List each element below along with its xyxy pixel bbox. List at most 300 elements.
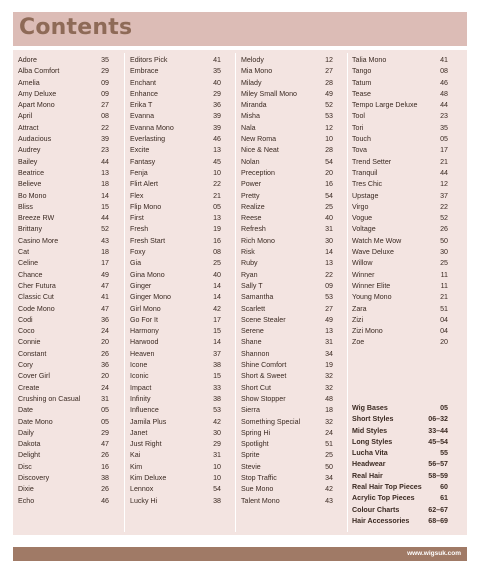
entry-page-number: 05: [440, 135, 448, 144]
index-entry: [18, 496, 109, 507]
entry-name: Kai: [130, 451, 141, 460]
index-entry: [18, 439, 109, 450]
index-entry: [130, 179, 221, 190]
page-title: Contents: [19, 15, 133, 40]
entry-name: Sally T: [241, 281, 263, 290]
entry-name: Winner: [352, 270, 375, 279]
index-entry: [241, 270, 333, 281]
entry-page-number: 14: [213, 338, 221, 347]
section-entry: [352, 493, 448, 504]
entry-page-number: 43: [325, 496, 333, 505]
index-entry: [18, 484, 109, 495]
entry-name: Harmony: [130, 327, 159, 336]
index-entry: [18, 371, 109, 382]
index-entry: [352, 213, 448, 224]
index-entry: [18, 236, 109, 247]
entry-name: Nala: [241, 123, 256, 132]
entry-page-number: 42: [213, 304, 221, 313]
index-entry: [352, 281, 448, 292]
section-name: Real Hair Top Pieces: [352, 483, 422, 492]
index-entry: [241, 496, 333, 507]
index-entry: [18, 224, 109, 235]
index-entry: [352, 247, 448, 258]
entry-name: Ryan: [241, 270, 258, 279]
entry-page-number: 24: [325, 428, 333, 437]
index-entry: [241, 191, 333, 202]
index-entry: [18, 55, 109, 66]
section-page-range: 45–54: [428, 437, 448, 446]
entry-page-number: 54: [213, 485, 221, 494]
index-entry: [241, 123, 333, 134]
entry-name: Foxy: [130, 248, 146, 257]
entry-page-number: 50: [325, 462, 333, 471]
index-entry: [241, 213, 333, 224]
index-entry: [241, 100, 333, 111]
entry-page-number: 23: [440, 112, 448, 121]
entry-page-number: 21: [213, 191, 221, 200]
index-entry: [130, 111, 221, 122]
index-entry: [352, 315, 448, 326]
index-entry: [352, 78, 448, 89]
index-entry: [130, 258, 221, 269]
entry-name: Chance: [18, 270, 43, 279]
entry-page-number: 22: [440, 202, 448, 211]
index-entry: [130, 326, 221, 337]
entry-page-number: 18: [101, 248, 109, 257]
entry-page-number: 35: [213, 67, 221, 76]
entry-name: Tease: [352, 89, 371, 98]
entry-page-number: 37: [440, 191, 448, 200]
entry-page-number: 29: [101, 67, 109, 76]
entry-page-number: 46: [213, 135, 221, 144]
entry-page-number: 13: [325, 327, 333, 336]
entry-page-number: 40: [325, 214, 333, 223]
entry-name: Breeze RW: [18, 214, 55, 223]
section-entry: [352, 414, 448, 425]
entry-page-number: 34: [325, 349, 333, 358]
entry-name: Ginger: [130, 281, 152, 290]
entry-name: Codi: [18, 315, 33, 324]
index-entry: [352, 202, 448, 213]
entry-name: Realize: [241, 202, 265, 211]
entry-page-number: 31: [325, 338, 333, 347]
entry-page-number: 13: [325, 259, 333, 268]
entry-name: Zara: [352, 304, 367, 313]
entry-name: Amy Deluxe: [18, 89, 57, 98]
entry-page-number: 54: [325, 157, 333, 166]
index-entry: [241, 304, 333, 315]
entry-name: Tranquil: [352, 168, 378, 177]
index-entry: [241, 224, 333, 235]
entry-page-number: 32: [325, 383, 333, 392]
entry-page-number: 26: [101, 451, 109, 460]
entry-page-number: 25: [325, 202, 333, 211]
entry-page-number: 22: [325, 270, 333, 279]
index-entry: [18, 168, 109, 179]
index-entry: [130, 349, 221, 360]
entry-page-number: 50: [440, 236, 448, 245]
entry-page-number: 10: [213, 462, 221, 471]
index-column-4: [352, 55, 448, 349]
index-entry: [241, 236, 333, 247]
entry-page-number: 47: [101, 304, 109, 313]
entry-name: Scene Stealer: [241, 315, 286, 324]
index-entry: [18, 78, 109, 89]
entry-page-number: 49: [101, 270, 109, 279]
entry-name: Reese: [241, 214, 262, 223]
entry-page-number: 24: [101, 327, 109, 336]
entry-page-number: 14: [101, 191, 109, 200]
entry-name: Vogue: [352, 214, 373, 223]
index-entry: [18, 191, 109, 202]
entry-page-number: 44: [101, 157, 109, 166]
entry-name: Evanna Mono: [130, 123, 174, 132]
entry-name: Zoe: [352, 338, 365, 347]
entry-name: Spring Hi: [241, 428, 271, 437]
index-entry: [130, 292, 221, 303]
index-entry: [130, 78, 221, 89]
entry-page-number: 46: [440, 78, 448, 87]
entry-name: Lucky Hi: [130, 496, 158, 505]
entry-name: Short Cut: [241, 383, 271, 392]
index-entry: [18, 123, 109, 134]
entry-page-number: 14: [213, 293, 221, 302]
index-entry: [241, 450, 333, 461]
index-entry: [130, 145, 221, 156]
entry-name: Date Mono: [18, 417, 53, 426]
section-entry: [352, 437, 448, 448]
index-entry: [130, 281, 221, 292]
entry-page-number: 27: [325, 304, 333, 313]
index-entry: [352, 191, 448, 202]
index-entry: [352, 157, 448, 168]
entry-name: Kim Deluxe: [130, 473, 167, 482]
entry-name: Ginger Mono: [130, 293, 172, 302]
entry-name: Icone: [130, 361, 148, 370]
entry-name: Milady: [241, 78, 262, 87]
entry-name: Tempo Large Deluxe: [352, 101, 418, 110]
entry-name: Cat: [18, 248, 30, 257]
contents-panel: [13, 50, 467, 535]
index-entry: [130, 360, 221, 371]
entry-page-number: 30: [213, 428, 221, 437]
entry-name: Talia Mono: [352, 56, 387, 64]
entry-page-number: 22: [101, 123, 109, 132]
entry-name: Go For It: [130, 315, 158, 324]
entry-name: Audacious: [18, 135, 52, 144]
index-column-2: [130, 55, 221, 507]
index-entry: [130, 213, 221, 224]
entry-page-number: 22: [213, 180, 221, 189]
index-entry: [352, 304, 448, 315]
index-entry: [241, 281, 333, 292]
index-entry: [130, 191, 221, 202]
index-entry: [18, 89, 109, 100]
index-entry: [130, 337, 221, 348]
entry-page-number: 38: [213, 496, 221, 505]
index-entry: [352, 292, 448, 303]
entry-page-number: 47: [101, 440, 109, 449]
entry-name: Crushing on Casual: [18, 394, 81, 403]
section-page-range: 61: [440, 494, 448, 503]
entry-page-number: 40: [213, 270, 221, 279]
index-entry: [18, 66, 109, 77]
entry-page-number: 31: [325, 225, 333, 234]
entry-name: Impact: [130, 383, 152, 392]
entry-page-number: 27: [101, 101, 109, 110]
entry-page-number: 39: [213, 112, 221, 121]
entry-page-number: 41: [213, 56, 221, 64]
entry-page-number: 33: [213, 383, 221, 392]
entry-page-number: 52: [101, 225, 109, 234]
index-entry: [241, 247, 333, 258]
entry-page-number: 16: [325, 180, 333, 189]
index-entry: [130, 89, 221, 100]
section-name: Colour Charts: [352, 505, 400, 514]
entry-name: Nolan: [241, 157, 260, 166]
index-entry: [241, 428, 333, 439]
index-entry: [130, 66, 221, 77]
entry-name: Samantha: [241, 293, 274, 302]
index-entry: [130, 224, 221, 235]
entry-page-number: 44: [440, 168, 448, 177]
section-entry: [352, 459, 448, 470]
entry-page-number: 53: [325, 112, 333, 121]
entry-page-number: 05: [213, 202, 221, 211]
entry-name: Janet: [130, 428, 148, 437]
index-entry: [18, 405, 109, 416]
index-entry: [18, 145, 109, 156]
entry-page-number: 14: [213, 281, 221, 290]
entry-page-number: 38: [213, 361, 221, 370]
index-entry: [352, 326, 448, 337]
entry-page-number: 25: [325, 451, 333, 460]
index-entry: [18, 292, 109, 303]
index-entry: [352, 236, 448, 247]
entry-name: Create: [18, 383, 40, 392]
entry-name: Cher Futura: [18, 281, 56, 290]
entry-name: Serene: [241, 327, 264, 336]
entry-page-number: 04: [440, 327, 448, 336]
entry-page-number: 21: [440, 157, 448, 166]
index-column-3: [241, 55, 333, 507]
entry-page-number: 32: [325, 417, 333, 426]
entry-name: April: [18, 112, 33, 121]
index-entry: [18, 326, 109, 337]
entry-name: Refresh: [241, 225, 266, 234]
entry-page-number: 44: [440, 101, 448, 110]
entry-page-number: 53: [213, 406, 221, 415]
entry-page-number: 04: [440, 315, 448, 324]
entry-name: Fantasy: [130, 157, 156, 166]
entry-name: Tatum: [352, 78, 372, 87]
index-entry: [130, 496, 221, 507]
index-entry: [241, 337, 333, 348]
entry-page-number: 29: [101, 428, 109, 437]
entry-page-number: 28: [325, 78, 333, 87]
index-entry: [130, 484, 221, 495]
entry-name: Bliss: [18, 202, 33, 211]
section-entry: [352, 482, 448, 493]
entry-name: Apart Mono: [18, 101, 55, 110]
entry-page-number: 13: [101, 168, 109, 177]
index-entry: [130, 100, 221, 111]
index-entry: [18, 360, 109, 371]
entry-page-number: 24: [101, 383, 109, 392]
entry-page-number: 30: [325, 236, 333, 245]
entry-name: Infinity: [130, 394, 151, 403]
entry-name: Short & Sweet: [241, 372, 287, 381]
entry-name: Nice & Neat: [241, 146, 279, 155]
index-entry: [352, 168, 448, 179]
entry-page-number: 16: [101, 462, 109, 471]
index-entry: [352, 145, 448, 156]
entry-page-number: 52: [440, 214, 448, 223]
entry-page-number: 10: [325, 135, 333, 144]
entry-name: Dixie: [18, 485, 34, 494]
entry-page-number: 20: [101, 372, 109, 381]
entry-name: Flex: [130, 191, 144, 200]
index-entry: [130, 450, 221, 461]
entry-page-number: 36: [213, 101, 221, 110]
index-entry: [241, 145, 333, 156]
index-entry: [241, 462, 333, 473]
index-entry: [241, 371, 333, 382]
index-entry: [18, 349, 109, 360]
index-column-1: [18, 55, 109, 507]
entry-page-number: 11: [440, 281, 448, 290]
entry-name: Preception: [241, 168, 275, 177]
entry-name: Embrace: [130, 67, 159, 76]
index-entry: [18, 450, 109, 461]
entry-name: Touch: [352, 135, 371, 144]
entry-page-number: 18: [101, 180, 109, 189]
index-entry: [241, 326, 333, 337]
entry-page-number: 54: [325, 191, 333, 200]
index-entry: [18, 281, 109, 292]
entry-page-number: 12: [325, 123, 333, 132]
entry-name: Classic Cut: [18, 293, 54, 302]
entry-name: Influence: [130, 406, 159, 415]
index-entry: [241, 157, 333, 168]
index-entry: [241, 349, 333, 360]
section-page-range: 58–59: [428, 471, 448, 480]
index-entry: [352, 100, 448, 111]
entry-name: Delight: [18, 451, 41, 460]
entry-name: Daily: [18, 428, 34, 437]
index-entry: [130, 439, 221, 450]
entry-name: Power: [241, 180, 262, 189]
index-entry: [352, 89, 448, 100]
index-entry: [241, 134, 333, 145]
entry-name: New Roma: [241, 135, 277, 144]
entry-name: Amelia: [18, 78, 40, 87]
entry-name: Believe: [18, 180, 42, 189]
entry-page-number: 10: [213, 168, 221, 177]
entry-page-number: 09: [101, 89, 109, 98]
entry-name: Discovery: [18, 473, 50, 482]
index-entry: [18, 394, 109, 405]
entry-name: Kim: [130, 462, 143, 471]
entry-page-number: 34: [325, 473, 333, 482]
index-entry: [130, 236, 221, 247]
contents-header: [13, 12, 467, 46]
entry-page-number: 43: [101, 236, 109, 245]
entry-name: Iconic: [130, 372, 149, 381]
entry-name: Just Right: [130, 440, 162, 449]
entry-page-number: 13: [213, 214, 221, 223]
entry-page-number: 45: [213, 157, 221, 166]
section-page-range: 33–44: [428, 426, 448, 435]
entry-page-number: 39: [101, 135, 109, 144]
index-entry: [241, 383, 333, 394]
entry-name: Show Stopper: [241, 394, 286, 403]
entry-name: Dakota: [18, 440, 41, 449]
entry-page-number: 09: [101, 78, 109, 87]
index-entry: [241, 89, 333, 100]
entry-name: Jamila Plus: [130, 417, 167, 426]
entry-page-number: 35: [101, 56, 109, 64]
index-entry: [130, 168, 221, 179]
section-page-range: 68–69: [428, 516, 448, 525]
section-entry: [352, 516, 448, 527]
entry-page-number: 08: [440, 67, 448, 76]
index-entry: [241, 394, 333, 405]
entry-page-number: 40: [213, 78, 221, 87]
entry-name: Voltage: [352, 225, 376, 234]
index-entry: [18, 157, 109, 168]
entry-name: Date: [18, 406, 33, 415]
index-entry: [18, 417, 109, 428]
entry-name: Enchant: [130, 78, 157, 87]
entry-name: Code Mono: [18, 304, 55, 313]
index-entry: [352, 337, 448, 348]
section-name: Acrylic Top Pieces: [352, 494, 415, 503]
sections-list: [352, 403, 448, 527]
entry-name: Watch Me Wow: [352, 236, 402, 245]
entry-page-number: 17: [440, 146, 448, 155]
entry-name: Misha: [241, 112, 260, 121]
entry-page-number: 27: [325, 67, 333, 76]
entry-page-number: 19: [325, 361, 333, 370]
entry-name: Cory: [18, 361, 33, 370]
entry-page-number: 19: [213, 225, 221, 234]
entry-page-number: 15: [213, 372, 221, 381]
website-link[interactable]: www.wigsuk.com: [407, 550, 461, 557]
entry-name: Virgo: [352, 202, 369, 211]
entry-name: Sue Mono: [241, 485, 274, 494]
entry-name: Rich Mono: [241, 236, 275, 245]
index-entry: [130, 55, 221, 66]
index-entry: [352, 123, 448, 134]
entry-page-number: 49: [325, 315, 333, 324]
entry-name: Lennox: [130, 485, 154, 494]
index-entry: [241, 417, 333, 428]
entry-name: Sprite: [241, 451, 260, 460]
entry-name: Shane: [241, 338, 262, 347]
entry-page-number: 16: [213, 236, 221, 245]
entry-name: Constant: [18, 349, 47, 358]
entry-page-number: 26: [101, 485, 109, 494]
entry-name: Girl Mono: [130, 304, 161, 313]
index-entry: [18, 111, 109, 122]
index-entry: [241, 360, 333, 371]
section-page-range: 56–57: [428, 460, 448, 469]
index-entry: [130, 134, 221, 145]
index-entry: [130, 202, 221, 213]
entry-name: Flirt Alert: [130, 180, 158, 189]
entry-page-number: 15: [101, 202, 109, 211]
